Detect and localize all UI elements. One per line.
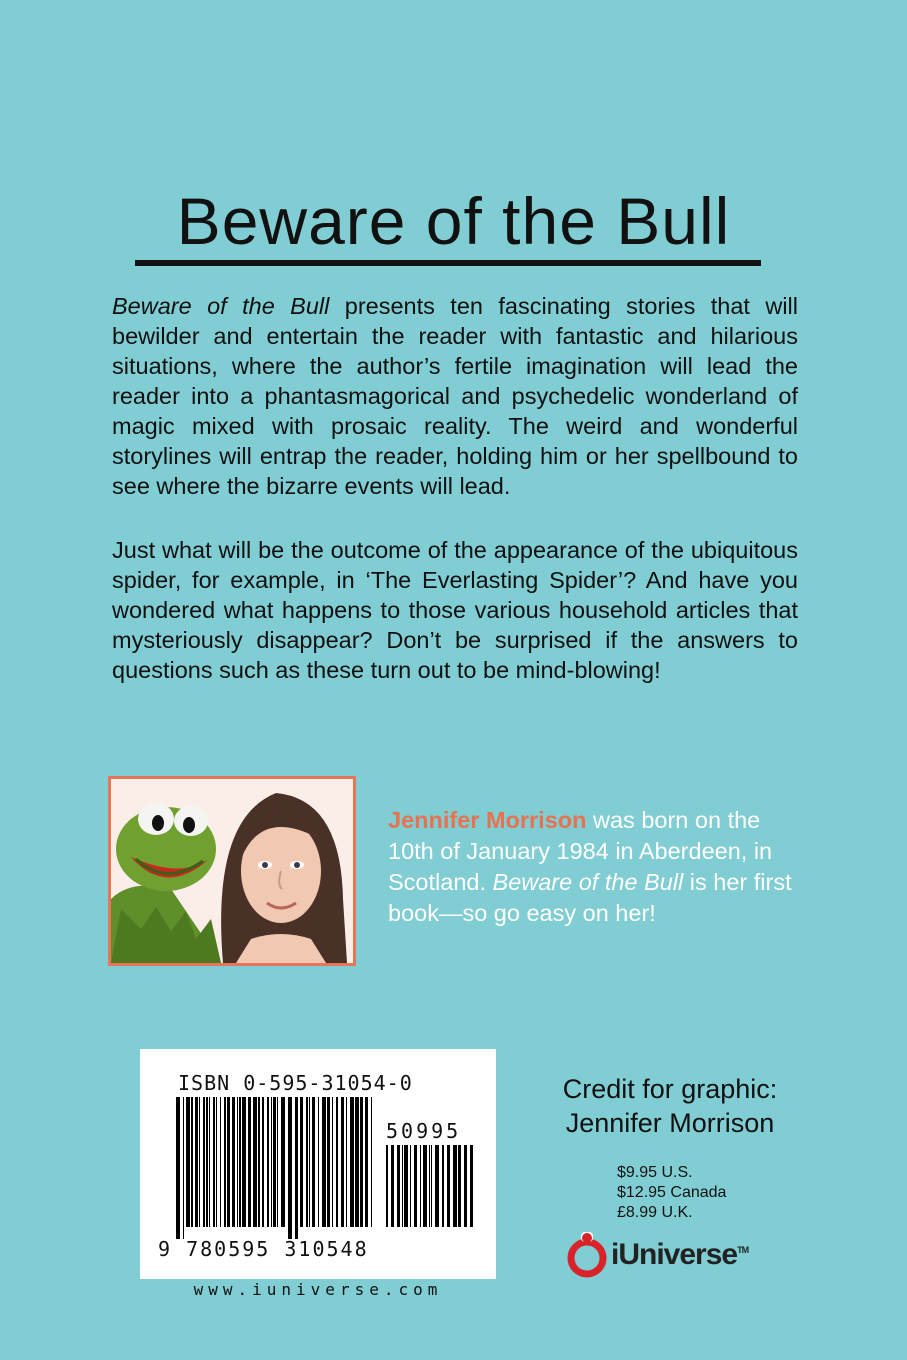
- barcode-bar: [429, 1145, 430, 1227]
- barcode-bar: [350, 1097, 354, 1227]
- barcode-bar: [309, 1097, 310, 1227]
- barcode-bar: [386, 1145, 388, 1227]
- barcode-bar: [355, 1097, 359, 1227]
- barcode-bar: [220, 1097, 221, 1227]
- barcode-bar: [206, 1097, 208, 1227]
- author-bio: [388, 805, 798, 929]
- barcode-bar: [322, 1097, 326, 1227]
- barcode-bar: [336, 1097, 338, 1227]
- trademark-mark: TM: [737, 1245, 749, 1255]
- barcode-bar: [306, 1097, 308, 1227]
- publisher-name: [611, 1238, 748, 1272]
- barcode-bar: [232, 1097, 235, 1227]
- barcode-bar: [186, 1097, 190, 1227]
- barcode-bar: [453, 1145, 457, 1227]
- barcode-bar: [341, 1097, 344, 1227]
- barcode-bar: [464, 1145, 467, 1227]
- barcode-bar: [402, 1145, 403, 1227]
- barcode-panel: [140, 1049, 496, 1279]
- barcode-bar: [183, 1097, 184, 1239]
- barcode-bar: [237, 1097, 238, 1227]
- addon-barcode: [386, 1145, 476, 1239]
- barcode-bar: [258, 1097, 260, 1227]
- graphic-credit-line-1: Credit for graphic:: [562, 1074, 778, 1104]
- barcode-bar: [371, 1097, 372, 1227]
- barcode-bar: [216, 1097, 217, 1227]
- barcode-bar: [397, 1145, 400, 1227]
- barcode-bar: [176, 1097, 180, 1239]
- price-uk: £8.99 U.K.: [617, 1204, 693, 1221]
- author-photo: [108, 776, 356, 966]
- barcode-bar: [404, 1145, 408, 1227]
- barcode-bar: [447, 1145, 450, 1227]
- iuniverse-logo-icon: [567, 1232, 607, 1278]
- website-url: www.iuniverse.com: [193, 1280, 443, 1299]
- author-name: Jennifer Morrison: [388, 807, 587, 833]
- price-us: $9.95 U.S.: [617, 1164, 693, 1181]
- barcode-bar: [273, 1097, 276, 1227]
- barcode-bar: [442, 1145, 444, 1227]
- blurb-paragraph-1: [112, 291, 798, 501]
- ean-digits: 9 780595 310548: [158, 1237, 369, 1261]
- ean-barcode: [176, 1097, 376, 1239]
- barcode-bar: [327, 1097, 330, 1227]
- author-photo-illustration: [111, 779, 353, 963]
- barcode-bar: [253, 1097, 257, 1227]
- isbn-number: ISBN 0-595-31054-0: [178, 1071, 413, 1095]
- barcode-bar: [203, 1097, 205, 1227]
- book-title: Beware of the Bull: [176, 184, 731, 258]
- publisher-logo: [567, 1232, 787, 1278]
- barcode-bar: [227, 1097, 230, 1227]
- barcode-bar: [346, 1097, 347, 1227]
- barcode-bar: [271, 1097, 272, 1227]
- barcode-bar: [365, 1097, 368, 1227]
- graphic-credit-line-2: Jennifer Morrison: [565, 1108, 775, 1138]
- blurb-paragraph-2: Just what will be the outcome of the appearance of the ubiquitous spider, for example, in ‘The Everlasting Spider’? And have you wondered what happens to those various household articles that mysteriously disappear? Don’t be surprised if the answers to questions such as these turn out to be mind-blowing!: [112, 537, 798, 683]
- barcode-bar: [224, 1097, 226, 1227]
- barcode-bar: [318, 1097, 319, 1227]
- author-bio-text-1: was born on the 10th of January 1984 in Aberdeen, in Scotland.: [388, 807, 773, 895]
- price-list: [617, 1163, 726, 1223]
- barcode-bar: [281, 1097, 285, 1227]
- graphic-credit: [530, 1072, 810, 1140]
- barcode-bar: [300, 1097, 303, 1227]
- barcode-bar: [458, 1145, 461, 1227]
- title-underline: [135, 260, 761, 266]
- price-canada: $12.95 Canada: [617, 1184, 727, 1201]
- barcode-bar: [242, 1097, 246, 1227]
- barcode-bar: [470, 1145, 473, 1227]
- barcode-bar: [420, 1145, 421, 1227]
- blurb-paragraph-1-text: presents ten fascinating stories that will bewilder and entertain the reader with fantastic and hilarious situations, where the author’s fertile imagination will lead the reader into a phantasmagorical and psychedelic wonderland of magic mixed with prosaic reality. The weird and wonderful storylines will entrap the reader, holding him or her spellbound to see where the bizarre events will lead.: [112, 293, 798, 499]
- barcode-bar: [431, 1145, 432, 1227]
- barcode-bar: [262, 1097, 264, 1227]
- barcode-bar: [414, 1145, 417, 1227]
- barcode-bar: [332, 1097, 333, 1227]
- barcode-bar: [288, 1097, 292, 1239]
- blurb-title-italic: Beware of the Bull: [112, 293, 330, 319]
- barcode-bar: [312, 1097, 315, 1227]
- barcode-bar: [410, 1145, 411, 1227]
- barcode-bar: [213, 1097, 215, 1227]
- barcode-bar: [191, 1097, 193, 1227]
- barcode-bar: [423, 1145, 427, 1227]
- publisher-name-text: iUniverse: [611, 1238, 738, 1271]
- barcode-bar: [277, 1097, 278, 1227]
- barcode-bar: [391, 1145, 394, 1227]
- barcode-bar: [248, 1097, 251, 1227]
- barcode-bar: [435, 1145, 439, 1227]
- price-code-number: 50995: [386, 1119, 462, 1143]
- barcode-bar: [195, 1097, 198, 1227]
- author-bio-text-2: is her first book—so go easy on her!: [388, 869, 792, 926]
- barcode-bar: [295, 1097, 298, 1239]
- barcode-bar: [360, 1097, 363, 1227]
- barcode-bar: [267, 1097, 269, 1227]
- barcode-bar: [239, 1097, 241, 1227]
- barcode-bar: [209, 1097, 210, 1227]
- author-bio-book-title: Beware of the Bull: [492, 869, 684, 895]
- barcode-bar: [199, 1097, 200, 1227]
